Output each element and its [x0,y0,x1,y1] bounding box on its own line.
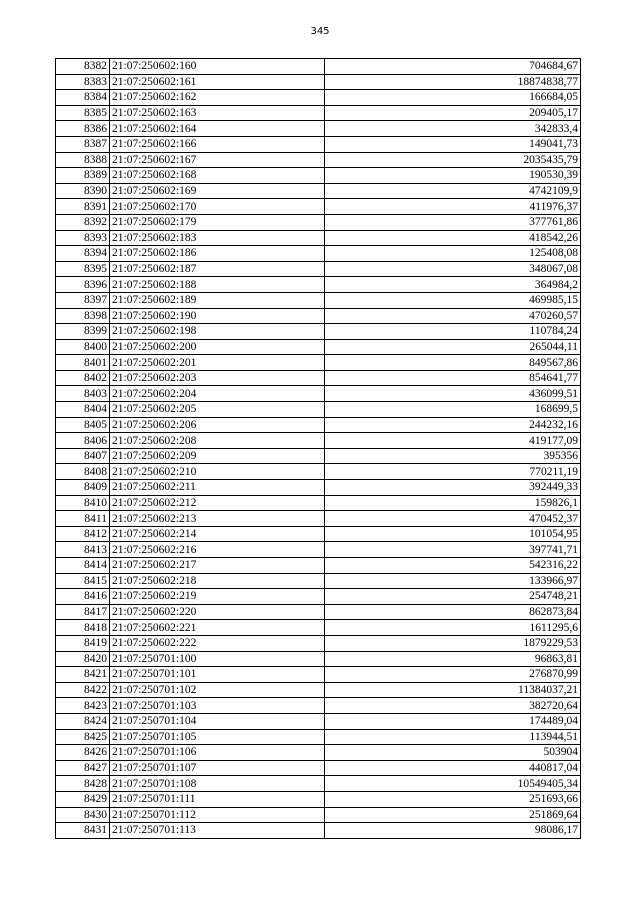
value-cell: 133966,97 [325,573,581,589]
table-row [56,776,581,792]
row-number-cell: 8400 [56,339,110,355]
value-cell: 265044,11 [325,339,581,355]
value-cell: 542316,22 [325,558,581,574]
value-cell: 470452,37 [325,511,581,527]
value-cell: 149041,73 [325,136,581,152]
row-number-cell: 8411 [56,511,110,527]
cadastral-number-cell: 21:07:250602:169 [110,183,325,199]
table-row [56,417,581,433]
cadastral-number-cell: 21:07:250602:205 [110,402,325,418]
value-cell: 849567,86 [325,355,581,371]
cadastral-number-cell: 21:07:250602:204 [110,386,325,402]
cadastral-number-cell: 21:07:250602:209 [110,448,325,464]
value-cell: 1611295,6 [325,620,581,636]
cadastral-number-cell: 21:07:250602:201 [110,355,325,371]
cadastral-number-cell: 21:07:250701:103 [110,698,325,714]
row-number-cell: 8418 [56,620,110,636]
row-number-cell: 8413 [56,542,110,558]
cadastral-number-cell: 21:07:250602:166 [110,136,325,152]
table-row [56,386,581,402]
cadastral-number-cell: 21:07:250602:212 [110,495,325,511]
cadastral-number-cell: 21:07:250602:188 [110,277,325,293]
table-row [56,339,581,355]
cadastral-number-cell: 21:07:250602:210 [110,464,325,480]
value-cell: 113944,51 [325,729,581,745]
table-row [56,292,581,308]
table-row [56,495,581,511]
cadastral-number-cell: 21:07:250602:200 [110,339,325,355]
row-number-cell: 8404 [56,402,110,418]
cadastral-number-cell: 21:07:250701:111 [110,791,325,807]
cadastral-number-cell: 21:07:250701:106 [110,745,325,761]
table-row [56,745,581,761]
value-cell: 244232,16 [325,417,581,433]
cadastral-number-cell: 21:07:250602:161 [110,74,325,90]
table-row [56,760,581,776]
row-number-cell: 8398 [56,308,110,324]
table-row [56,589,581,605]
cadastral-number-cell: 21:07:250602:218 [110,573,325,589]
registry-table [55,58,581,839]
cadastral-number-cell: 21:07:250602:186 [110,246,325,262]
table-row [56,121,581,137]
table-row [56,526,581,542]
value-cell: 418542,26 [325,230,581,246]
table-row [56,542,581,558]
row-number-cell: 8408 [56,464,110,480]
cadastral-number-cell: 21:07:250701:105 [110,729,325,745]
row-number-cell: 8412 [56,526,110,542]
row-number-cell: 8383 [56,74,110,90]
cadastral-number-cell: 21:07:250602:163 [110,105,325,121]
cadastral-number-cell: 21:07:250602:221 [110,620,325,636]
value-cell: 101054,95 [325,526,581,542]
table-row [56,59,581,75]
table-row [56,324,581,340]
value-cell: 174489,04 [325,713,581,729]
row-number-cell: 8425 [56,729,110,745]
cadastral-number-cell: 21:07:250701:100 [110,651,325,667]
value-cell: 18874838,77 [325,74,581,90]
row-number-cell: 8389 [56,168,110,184]
table-row [56,667,581,683]
table-row [56,246,581,262]
cadastral-number-cell: 21:07:250701:108 [110,776,325,792]
value-cell: 470260,57 [325,308,581,324]
row-number-cell: 8392 [56,214,110,230]
value-cell: 10549405,34 [325,776,581,792]
cadastral-number-cell: 21:07:250602:219 [110,589,325,605]
row-number-cell: 8419 [56,635,110,651]
row-number-cell: 8387 [56,136,110,152]
table-row [56,168,581,184]
cadastral-number-cell: 21:07:250701:112 [110,807,325,823]
value-cell: 276870,99 [325,667,581,683]
row-number-cell: 8415 [56,573,110,589]
cadastral-number-cell: 21:07:250602:217 [110,558,325,574]
cadastral-number-cell: 21:07:250701:107 [110,760,325,776]
value-cell: 125408,08 [325,246,581,262]
row-number-cell: 8385 [56,105,110,121]
value-cell: 11384037,21 [325,682,581,698]
value-cell: 98086,17 [325,823,581,839]
cadastral-number-cell: 21:07:250602:189 [110,292,325,308]
row-number-cell: 8388 [56,152,110,168]
value-cell: 168699,5 [325,402,581,418]
table-row [56,152,581,168]
cadastral-number-cell: 21:07:250602:162 [110,90,325,106]
row-number-cell: 8409 [56,480,110,496]
row-number-cell: 8394 [56,246,110,262]
row-number-cell: 8391 [56,199,110,215]
table-body [56,59,581,839]
value-cell: 209405,17 [325,105,581,121]
value-cell: 159826,1 [325,495,581,511]
table-row [56,651,581,667]
value-cell: 704684,67 [325,59,581,75]
row-number-cell: 8426 [56,745,110,761]
row-number-cell: 8384 [56,90,110,106]
value-cell: 1879229,53 [325,635,581,651]
table-row [56,136,581,152]
cadastral-number-cell: 21:07:250602:216 [110,542,325,558]
row-number-cell: 8402 [56,370,110,386]
value-cell: 440817,04 [325,760,581,776]
table-row [56,214,581,230]
row-number-cell: 8390 [56,183,110,199]
cadastral-number-cell: 21:07:250701:102 [110,682,325,698]
value-cell: 411976,37 [325,199,581,215]
table-row [56,308,581,324]
value-cell: 190530,39 [325,168,581,184]
table-row [56,480,581,496]
row-number-cell: 8427 [56,760,110,776]
table-row [56,433,581,449]
row-number-cell: 8401 [56,355,110,371]
value-cell: 395356 [325,448,581,464]
value-cell: 469985,15 [325,292,581,308]
value-cell: 770211,19 [325,464,581,480]
table-row [56,511,581,527]
table-row [56,261,581,277]
row-number-cell: 8393 [56,230,110,246]
cadastral-number-cell: 21:07:250602:206 [110,417,325,433]
value-cell: 4742109,9 [325,183,581,199]
value-cell: 377761,86 [325,214,581,230]
cadastral-number-cell: 21:07:250602:203 [110,370,325,386]
cadastral-number-cell: 21:07:250602:167 [110,152,325,168]
table-row [56,558,581,574]
row-number-cell: 8424 [56,713,110,729]
value-cell: 342833,4 [325,121,581,137]
row-number-cell: 8423 [56,698,110,714]
row-number-cell: 8405 [56,417,110,433]
row-number-cell: 8386 [56,121,110,137]
value-cell: 854641,77 [325,370,581,386]
row-number-cell: 8395 [56,261,110,277]
row-number-cell: 8420 [56,651,110,667]
table-row [56,370,581,386]
value-cell: 251869,64 [325,807,581,823]
value-cell: 862873,84 [325,604,581,620]
row-number-cell: 8407 [56,448,110,464]
value-cell: 254748,21 [325,589,581,605]
row-number-cell: 8421 [56,667,110,683]
cadastral-number-cell: 21:07:250602:170 [110,199,325,215]
value-cell: 348067,08 [325,261,581,277]
table-row [56,199,581,215]
table-row [56,105,581,121]
table-row [56,729,581,745]
table-row [56,90,581,106]
cadastral-number-cell: 21:07:250701:101 [110,667,325,683]
value-cell: 110784,24 [325,324,581,340]
value-cell: 392449,33 [325,480,581,496]
row-number-cell: 8417 [56,604,110,620]
row-number-cell: 8414 [56,558,110,574]
cadastral-number-cell: 21:07:250602:179 [110,214,325,230]
table-row [56,183,581,199]
row-number-cell: 8430 [56,807,110,823]
row-number-cell: 8431 [56,823,110,839]
table-row [56,573,581,589]
table-row [56,823,581,839]
value-cell: 503904 [325,745,581,761]
cadastral-number-cell: 21:07:250602:214 [110,526,325,542]
row-number-cell: 8399 [56,324,110,340]
table-row [56,277,581,293]
table-row [56,620,581,636]
cadastral-number-cell: 21:07:250602:190 [110,308,325,324]
cadastral-number-cell: 21:07:250602:222 [110,635,325,651]
row-number-cell: 8422 [56,682,110,698]
value-cell: 2035435,79 [325,152,581,168]
row-number-cell: 8406 [56,433,110,449]
cadastral-number-cell: 21:07:250602:211 [110,480,325,496]
table-row [56,448,581,464]
table-row [56,74,581,90]
value-cell: 382720,64 [325,698,581,714]
table-row [56,402,581,418]
row-number-cell: 8382 [56,59,110,75]
row-number-cell: 8397 [56,292,110,308]
value-cell: 436099,51 [325,386,581,402]
row-number-cell: 8416 [56,589,110,605]
cadastral-number-cell: 21:07:250602:208 [110,433,325,449]
table-row [56,355,581,371]
value-cell: 166684,05 [325,90,581,106]
cadastral-number-cell: 21:07:250701:113 [110,823,325,839]
table-row [56,604,581,620]
row-number-cell: 8403 [56,386,110,402]
row-number-cell: 8396 [56,277,110,293]
page-number: 345 [310,26,330,37]
value-cell: 397741,71 [325,542,581,558]
row-number-cell: 8429 [56,791,110,807]
value-cell: 251693,66 [325,791,581,807]
table-row [56,682,581,698]
row-number-cell: 8428 [56,776,110,792]
value-cell: 96863,81 [325,651,581,667]
cadastral-number-cell: 21:07:250701:104 [110,713,325,729]
cadastral-number-cell: 21:07:250602:164 [110,121,325,137]
value-cell: 364984,2 [325,277,581,293]
cadastral-number-cell: 21:07:250602:187 [110,261,325,277]
table-row [56,791,581,807]
cadastral-number-cell: 21:07:250602:213 [110,511,325,527]
table-row [56,230,581,246]
cadastral-number-cell: 21:07:250602:220 [110,604,325,620]
table-row [56,807,581,823]
table-row [56,635,581,651]
table-row [56,464,581,480]
cadastral-number-cell: 21:07:250602:183 [110,230,325,246]
cadastral-number-cell: 21:07:250602:168 [110,168,325,184]
table-row [56,698,581,714]
value-cell: 419177,09 [325,433,581,449]
row-number-cell: 8410 [56,495,110,511]
table-row [56,713,581,729]
cadastral-number-cell: 21:07:250602:160 [110,59,325,75]
cadastral-number-cell: 21:07:250602:198 [110,324,325,340]
